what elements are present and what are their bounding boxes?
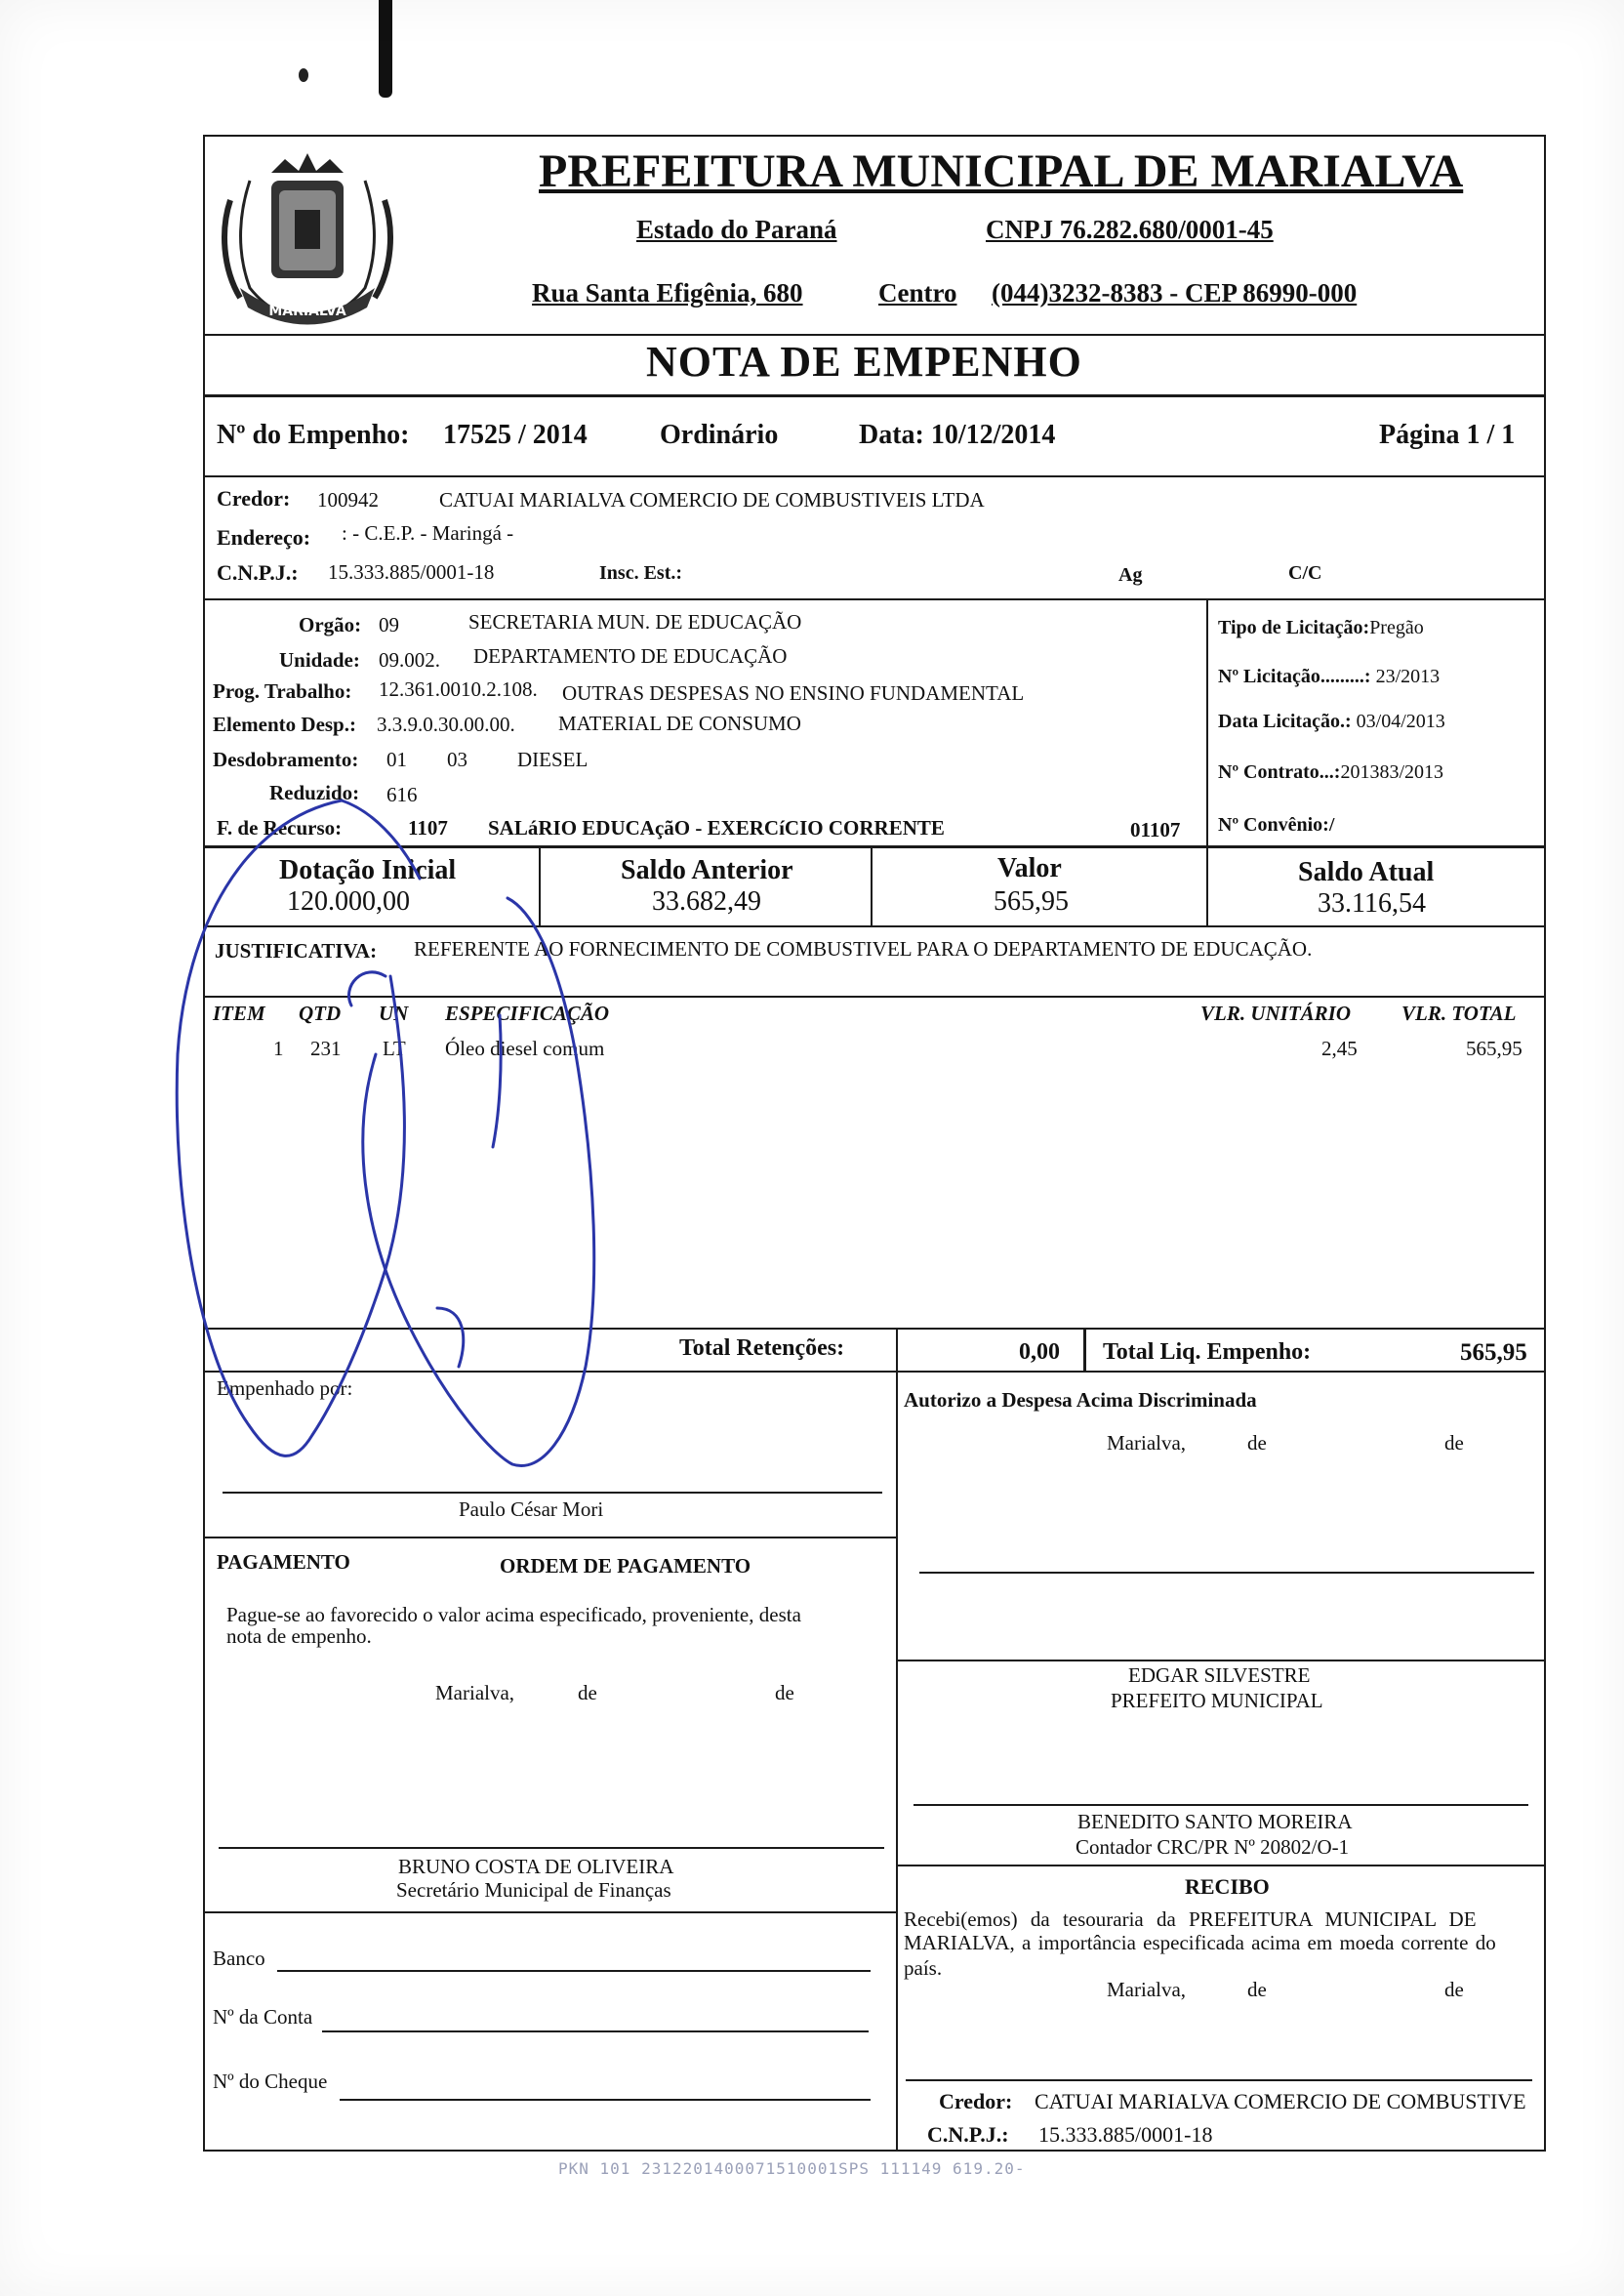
cnpj-label: C.N.P.J.: (217, 560, 299, 585)
elemento-nome: MATERIAL DE CONSUMO (558, 712, 801, 735)
valor-valor: 565,95 (994, 886, 1069, 917)
credor-codigo: 100942 (317, 488, 379, 512)
prog-label: Prog. Trabalho: (213, 679, 352, 703)
orgao-label: Orgão: (299, 613, 362, 636)
prefeito-cargo: PREFEITO MUNICIPAL (1111, 1689, 1323, 1712)
pagamento-texto1: Pague-se ao favorecido o valor acima especificado, proveniente, desta (226, 1603, 801, 1626)
desdob-label: Desdobramento: (213, 748, 359, 771)
col-un: UN (379, 1002, 409, 1025)
recibo-cidade: Marialva, (1107, 1978, 1187, 2001)
telefone-cep: (044)3232-8383 - CEP 86990-000 (992, 278, 1358, 308)
justificativa-label: JUSTIFICATIVA: (215, 939, 378, 963)
unidade-label: Unidade: (279, 648, 360, 672)
pagamento-de1: de (578, 1681, 597, 1704)
cheque-label: Nº do Cheque (213, 2070, 328, 2093)
estado: Estado do Paraná (636, 215, 837, 244)
recibo-credor-label: Credor: (939, 2089, 1013, 2113)
row-especificacao: Óleo diesel comum (445, 1037, 605, 1060)
prog-cod: 12.361.0010.2.108. (379, 677, 538, 701)
elemento-label: Elemento Desp.: (213, 713, 356, 736)
dotacao-label: Dotação Inicial (279, 855, 457, 885)
prog-nome: OUTRAS DESPESAS NO ENSINO FUNDAMENTAL (562, 681, 1025, 705)
contador-nome: BENEDITO SANTO MOREIRA (1077, 1810, 1353, 1833)
col-item: ITEM (213, 1002, 265, 1025)
autorizo-label: Autorizo a Despesa Acima Discriminada (904, 1388, 1257, 1412)
empenho-numero: 17525 / 2014 (443, 420, 588, 450)
row-vlr-total: 565,95 (1466, 1037, 1522, 1060)
orgao-nome: SECRETARIA MUN. DE EDUCAÇÃO (468, 610, 802, 634)
justificativa-texto: REFERENTE AO FORNECIMENTO DE COMBUSTIVEL PARA O DEPARTAMENTO DE EDUCAÇÃO. (414, 937, 1313, 961)
credor-endereco: : - C.E.P. - Maringá - (342, 521, 514, 545)
valor-label: Valor (997, 853, 1062, 883)
recibo-credor: CATUAI MARIALVA COMERCIO DE COMBUSTIVE (1035, 2089, 1526, 2113)
pagamento-label: PAGAMENTO (217, 1550, 350, 1574)
prefeito-nome: EDGAR SILVESTRE (1128, 1663, 1311, 1687)
credor-cnpj: 15.333.885/0001-18 (328, 560, 495, 584)
bairro-prefeitura: Centro (878, 278, 957, 308)
recurso-cod: 1107 (408, 816, 448, 840)
autorizo-de1: de (1247, 1431, 1267, 1455)
col-vlr-unitario: VLR. UNITÁRIO (1200, 1002, 1352, 1025)
retencoes-label: Total Retenções: (679, 1335, 845, 1361)
desdob-a: 01 (386, 748, 407, 771)
saldo-anterior-valor: 33.682,49 (652, 886, 761, 917)
endereco-label: Endereço: (217, 525, 311, 550)
row-vlr-unitario: 2,45 (1321, 1037, 1358, 1060)
col-vlr-total: VLR. TOTAL (1401, 1002, 1517, 1025)
recibo-de2: de (1444, 1978, 1464, 2001)
row-un: LT (383, 1037, 406, 1060)
data-licitacao-label: Data Licitação.: (1218, 711, 1352, 732)
recibo-label: RECIBO (1185, 1874, 1270, 1899)
coat-of-arms-text: MARIALVA (268, 304, 346, 319)
banco-label: Banco (213, 1947, 265, 1970)
recurso-cod2: 01107 (1130, 818, 1181, 841)
recurso-nome: SALáRIO EDUCAçãO - EXERCíCIO CORRENTE (488, 816, 945, 840)
recibo-de1: de (1247, 1978, 1267, 2001)
empenho-pagina: Página 1 / 1 (1379, 420, 1516, 450)
saldo-atual-label: Saldo Atual (1298, 857, 1435, 887)
document-title: NOTA DE EMPENHO (646, 338, 1082, 386)
num-contrato-valor: 201383/2013 (1340, 761, 1444, 783)
liquido-label: Total Liq. Empenho: (1103, 1339, 1312, 1365)
unidade-cod: 09.002. (379, 648, 440, 672)
tipo-licitacao-label: Tipo de Licitação: (1218, 617, 1370, 638)
secretario-nome: BRUNO COSTA DE OLIVEIRA (398, 1855, 674, 1878)
num-contrato-label: Nº Contrato...: (1218, 761, 1341, 783)
saldo-atual-valor: 33.116,54 (1318, 888, 1426, 919)
page-title: PREFEITURA MUNICIPAL DE MARIALVA (539, 145, 1464, 197)
desdob-nome: DIESEL (517, 748, 589, 771)
row-qtd: 231 (310, 1037, 342, 1060)
col-qtd: QTD (299, 1002, 342, 1025)
unidade-nome: DEPARTAMENTO DE EDUCAÇÃO (473, 644, 788, 668)
empenhado-nome: Paulo César Mori (459, 1497, 604, 1521)
footer-code: PKN 101 2312201400071510001SPS 111149 619.20- (558, 2159, 1026, 2178)
data-licitacao-valor: 03/04/2013 (1356, 711, 1445, 732)
orgao-cod: 09 (379, 613, 399, 636)
liquido-valor: 565,95 (1460, 1339, 1527, 1366)
pagamento-cidade: Marialva, (435, 1681, 515, 1704)
saldo-anterior-label: Saldo Anterior (621, 855, 793, 885)
num-licitacao-label: Nº Licitação.........: (1218, 666, 1371, 687)
desdob-b: 03 (447, 748, 467, 771)
cc-label: C/C (1288, 562, 1322, 584)
elemento-cod: 3.3.9.0.30.00.00. (377, 713, 515, 736)
secretario-cargo: Secretário Municipal de Finanças (396, 1878, 671, 1902)
empenho-data: Data: 10/12/2014 (859, 420, 1056, 450)
dotacao-valor: 120.000,00 (287, 886, 410, 917)
col-especificacao: ESPECIFICAÇÃO (445, 1002, 610, 1025)
reduzido-label: Reduzido: (269, 781, 360, 804)
autorizo-de2: de (1444, 1431, 1464, 1455)
reduzido-valor: 616 (386, 783, 418, 806)
autorizo-cidade: Marialva, (1107, 1431, 1187, 1455)
tipo-licitacao-valor: Pregão (1369, 617, 1424, 638)
num-licitacao-valor: 23/2013 (1375, 666, 1441, 687)
recibo-texto1: Recebi(emos) da tesouraria da PREFEITURA MUNICIPAL DE (904, 1907, 1477, 1931)
num-convenio: Nº Convênio:/ (1218, 814, 1335, 836)
contador-cargo: Contador CRC/PR Nº 20802/O-1 (1076, 1835, 1350, 1859)
retencoes-valor: 0,00 (1019, 1339, 1060, 1365)
recibo-cnpj: 15.333.885/0001-18 (1038, 2122, 1213, 2147)
recibo-texto3: país. (904, 1956, 943, 1980)
credor-label: Credor: (217, 486, 291, 511)
conta-label: Nº da Conta (213, 2005, 313, 2029)
cnpj-prefeitura: CNPJ 76.282.680/0001-45 (986, 215, 1274, 244)
endereco-prefeitura: Rua Santa Efigênia, 680 (532, 278, 803, 308)
empenhado-label: Empenhado por: (217, 1376, 353, 1400)
pagamento-de2: de (775, 1681, 794, 1704)
ag-label: Ag (1118, 564, 1143, 586)
credor-nome: CATUAI MARIALVA COMERCIO DE COMBUSTIVEIS LTDA (439, 488, 985, 512)
recurso-label: F. de Recurso: (217, 816, 343, 840)
recibo-cnpj-label: C.N.P.J.: (927, 2122, 1009, 2147)
empenho-label: Nº do Empenho: (217, 420, 410, 450)
insc-label: Insc. Est.: (599, 562, 683, 584)
ordem-pagamento: ORDEM DE PAGAMENTO (500, 1554, 751, 1578)
recibo-texto2: MARIALVA, a importância especificada acima em moeda corrente do (904, 1931, 1496, 1954)
pagamento-texto2: nota de empenho. (226, 1624, 372, 1648)
row-item: 1 (273, 1037, 284, 1060)
empenho-tipo: Ordinário (660, 420, 779, 450)
